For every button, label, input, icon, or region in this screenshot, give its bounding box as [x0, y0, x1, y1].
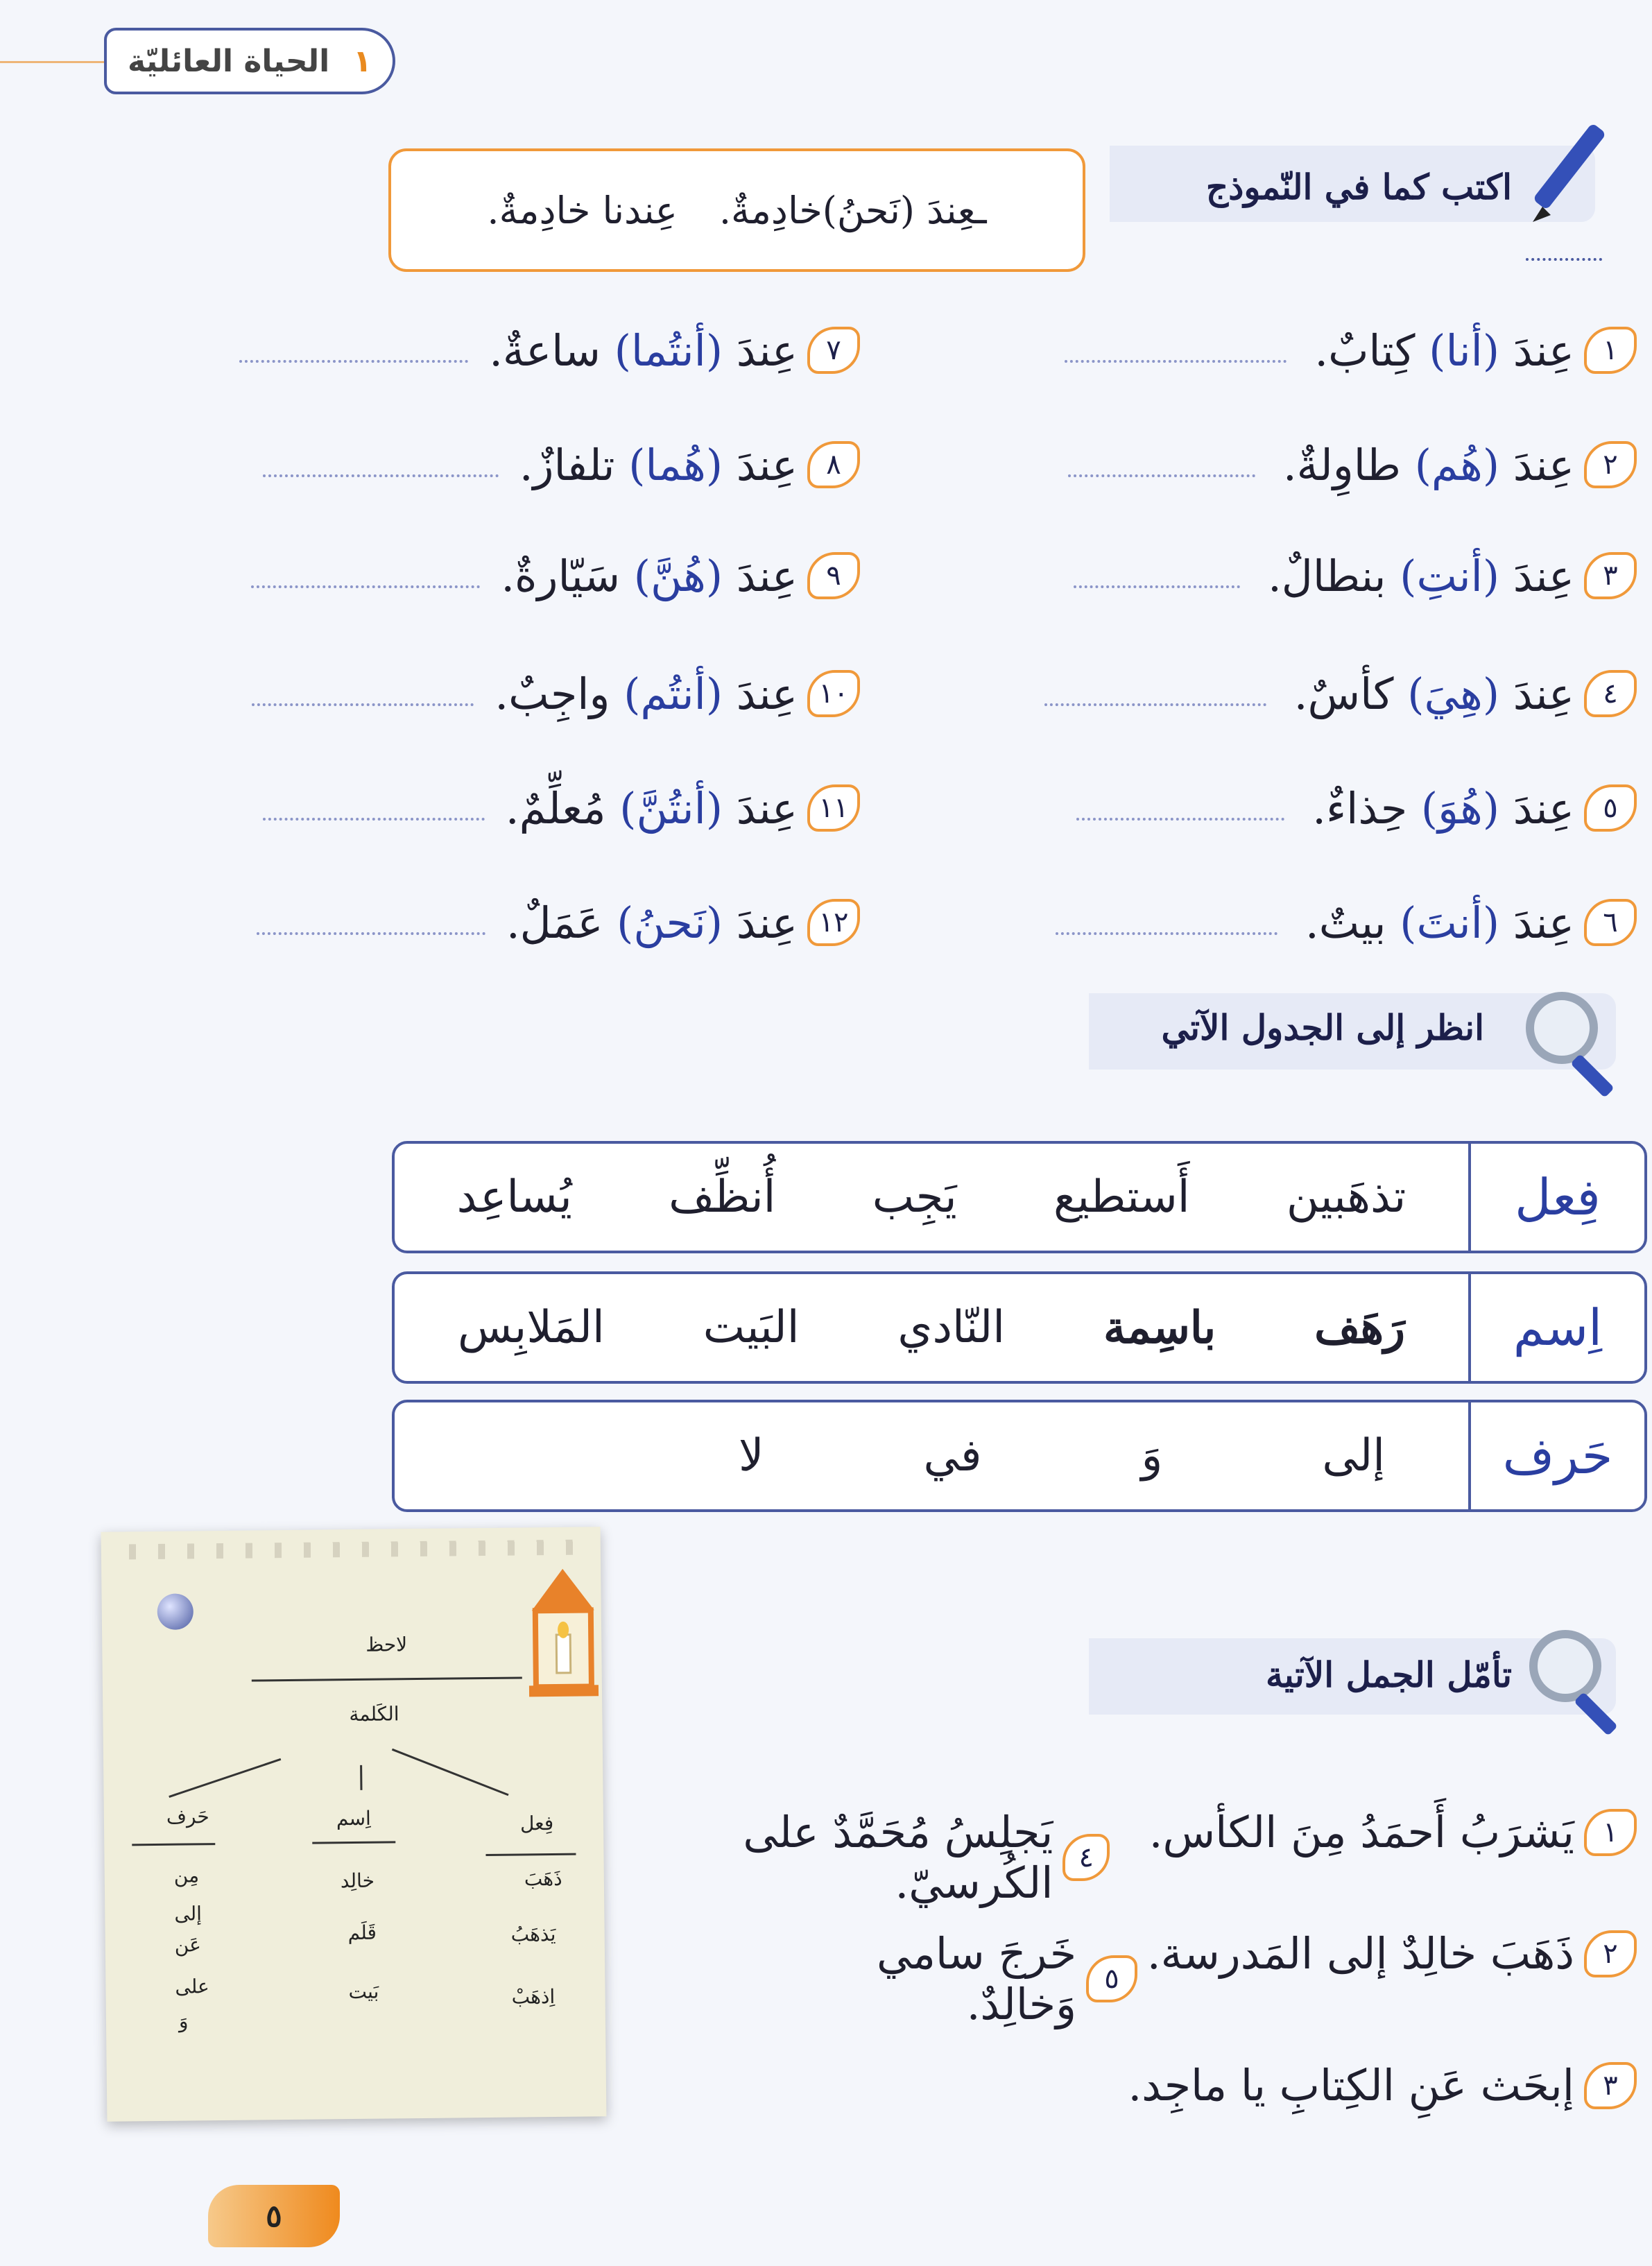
exercise-row — [867, 659, 1637, 728]
exercise-pronoun: (أنتُما) — [614, 325, 723, 376]
note-line — [252, 1676, 522, 1681]
section1-title: اكتب كما في النّموذج — [1205, 166, 1512, 207]
pen-icon — [1519, 118, 1616, 229]
exercise-number: ١٢ — [807, 899, 860, 946]
note-item: إلى — [174, 1902, 203, 1925]
note-card — [101, 1527, 607, 2121]
exercise-number: ٧ — [807, 327, 860, 374]
exercise-noun: كِتابٌ. — [1314, 325, 1416, 376]
answer-line[interactable] — [1068, 473, 1255, 477]
table-cell: أَستطيع — [1053, 1171, 1190, 1223]
exercise-noun: بيتٌ. — [1305, 897, 1386, 948]
exercise-pronoun: (أنتُم) — [623, 668, 723, 719]
exercise-row — [867, 316, 1637, 385]
answer-line[interactable] — [1076, 816, 1284, 821]
lesson-number: ١ — [353, 43, 372, 79]
exercise-pre: عِندَ — [1513, 668, 1574, 719]
exercise-pre: عِندَ — [736, 782, 798, 834]
lesson-tab — [104, 28, 395, 94]
exercise-noun: كأسٌ. — [1293, 668, 1394, 719]
exercise-pronoun: (أنتِ) — [1400, 550, 1500, 601]
note-item: يَذهَبُ — [510, 1922, 556, 1946]
exercise-pre: عِندَ — [1513, 782, 1574, 834]
exercise-pronoun: (أنتُنَّ) — [619, 782, 723, 834]
note-branch — [169, 1758, 281, 1798]
exercise-pre: عِندَ — [1513, 897, 1574, 948]
table-cell: وَ — [1141, 1430, 1163, 1482]
exercise-pronoun: (أنتَ) — [1400, 897, 1500, 948]
exercise-noun: طاوِلةٌ. — [1282, 439, 1401, 490]
answer-line[interactable] — [263, 473, 499, 477]
note-item: وَ — [178, 2009, 189, 2033]
section2-title: انظر إلى الجدول الآتي — [1161, 1007, 1484, 1048]
note-item: قَلَم — [347, 1921, 377, 1945]
exercise-pre: عِندَ — [736, 550, 798, 601]
note-root: الكَلمة — [349, 1702, 399, 1726]
table-cell: النّادي — [897, 1301, 1006, 1353]
exercise-pre: عِندَ — [1513, 550, 1574, 601]
exercise-row — [867, 430, 1637, 499]
magnifier-icon — [1519, 985, 1637, 1103]
exercise-pre: عِندَ — [736, 439, 798, 490]
exercise-number: ١٠ — [807, 670, 860, 717]
note-col-head: حَرف — [166, 1805, 209, 1828]
sentence-number: ١ — [1584, 1809, 1637, 1856]
note-branch — [360, 1765, 362, 1790]
answer-line[interactable] — [1056, 931, 1277, 935]
note-underline — [132, 1843, 215, 1846]
sentence-text: إبحَث عَنِ الكِتابِ يا ماجِد. — [1128, 2060, 1574, 2111]
exercise-row — [97, 541, 860, 610]
answer-line[interactable] — [252, 702, 474, 706]
exercise-row — [867, 541, 1637, 610]
exercise-row — [97, 659, 860, 728]
sentence-text: يَجلِسُ مُحَمَّدٌ على الكُرسيّ. — [743, 1807, 1053, 1908]
sentence-text: يَشرَبُ أَحمَدُ مِنَ الكأس. — [1148, 1807, 1574, 1857]
exercise-pre: عِندَ — [1513, 439, 1574, 490]
note-card-holes — [129, 1540, 580, 1560]
table-cell: إلى — [1322, 1430, 1385, 1482]
section3-title: تأمّل الجمل الآتية — [1265, 1654, 1512, 1695]
exercise-noun: بنطالٌ. — [1268, 550, 1386, 601]
exercise-noun: واجِبٌ. — [494, 668, 610, 719]
exercise-pronoun: (أنا) — [1429, 325, 1500, 376]
table-row-noun — [392, 1271, 1647, 1384]
table-cell: رَهَف — [1314, 1301, 1406, 1354]
sentence — [1075, 2060, 1637, 2111]
example-right: عِندنا خادِمةٌ. — [487, 188, 678, 232]
table-cell: تذهَبين — [1286, 1171, 1406, 1223]
exercise-number: ١١ — [807, 784, 860, 832]
exercise-noun: مُعلِّمٌ. — [505, 782, 606, 834]
example-left: ـعِندَ (نَحنُ)خادِمةٌ. — [719, 188, 987, 232]
answer-line[interactable] — [1065, 359, 1287, 363]
table-head-particle: حَرف — [1468, 1402, 1644, 1509]
note-item: على — [175, 1975, 209, 1998]
exercise-pre: عِندَ — [736, 897, 798, 948]
sentence-number: ٢ — [1584, 1930, 1637, 1977]
note-col-head: فِعل — [519, 1811, 554, 1835]
table-cell: البَيت — [703, 1301, 800, 1353]
pin-icon — [157, 1593, 194, 1630]
table-cell: لا — [739, 1430, 764, 1482]
note-item: خالِد — [340, 1869, 375, 1893]
sentence — [763, 1928, 1137, 2029]
exercise-row — [97, 316, 860, 385]
exercise-row — [97, 773, 860, 843]
sentence — [631, 1807, 1110, 1908]
exercise-noun: سَيّارةٌ. — [501, 550, 621, 601]
answer-line[interactable] — [263, 816, 485, 821]
exercise-pronoun: (هُوَ) — [1420, 782, 1500, 834]
note-underline — [312, 1841, 395, 1844]
exercise-number: ٩ — [807, 552, 860, 599]
exercise-noun: ساعةٌ. — [489, 325, 601, 376]
magnifier-icon — [1522, 1623, 1640, 1741]
exercise-row — [97, 430, 860, 499]
exercise-pronoun: (نَحنُ) — [617, 897, 723, 948]
table-cell: باسِمة — [1103, 1301, 1216, 1354]
exercise-noun: حِذاءٌ. — [1312, 782, 1408, 834]
exercise-number: ٤ — [1584, 670, 1637, 717]
exercise-noun: تلفازٌ. — [519, 439, 615, 490]
sentence-text: ذَهَبَ خالِدٌ إلى المَدرسة. — [1146, 1928, 1574, 1979]
exercise-row — [97, 888, 860, 957]
lantern-icon — [517, 1568, 609, 1701]
table-cell: المَلابِس — [457, 1301, 605, 1353]
exercise-pre: عِندَ — [736, 325, 798, 376]
table-head-verb: فِعل — [1468, 1144, 1644, 1251]
answer-line[interactable] — [239, 359, 468, 363]
answer-line[interactable] — [257, 931, 485, 935]
note-item: مِن — [173, 1864, 200, 1887]
exercise-number: ٦ — [1584, 899, 1637, 946]
sentence-text: خَرجَ سامي وَخالِدٌ. — [877, 1928, 1077, 2029]
note-item: عَن — [174, 1933, 202, 1957]
exercise-number: ٢ — [1584, 441, 1637, 488]
table-row-particle — [392, 1400, 1647, 1512]
table-cell: يُساعِد — [456, 1171, 572, 1223]
exercise-pronoun: (هُما) — [628, 439, 723, 490]
exercise-row — [867, 773, 1637, 843]
page-number: ٥ — [208, 2185, 340, 2247]
note-underline — [485, 1853, 576, 1856]
sentence — [1096, 1807, 1637, 1857]
exercise-noun: عَمَلٌ. — [506, 897, 603, 948]
exercise-pronoun: (هِيَ) — [1407, 668, 1500, 719]
exercise-pronoun: (هُم) — [1414, 439, 1500, 490]
sentence — [1130, 1928, 1637, 1979]
lesson-title: الحياة العائليّة — [128, 43, 330, 79]
table-cell: أُنظِّف — [669, 1171, 776, 1223]
note-item: بَيت — [348, 1980, 379, 2004]
table-cell: يَجِب — [872, 1171, 957, 1223]
note-item: ذَهَبَ — [524, 1866, 562, 1891]
note-item: اِذهَبْ — [511, 1984, 556, 2009]
example-box — [388, 148, 1085, 272]
exercise-number: ١ — [1584, 327, 1637, 374]
pen-dots — [1526, 258, 1602, 261]
exercise-number: ٨ — [807, 441, 860, 488]
note-title: لاحظ — [365, 1633, 408, 1656]
answer-line[interactable] — [1044, 702, 1266, 706]
exercise-number: ٣ — [1584, 552, 1637, 599]
exercise-pre: عِندَ — [736, 668, 798, 719]
table-head-noun: اِسم — [1468, 1274, 1644, 1381]
note-branch — [392, 1749, 509, 1796]
sentence-number: ٤ — [1062, 1834, 1110, 1881]
exercise-number: ٥ — [1584, 784, 1637, 832]
exercise-row — [867, 888, 1637, 957]
table-row-verb — [392, 1141, 1647, 1253]
table-cell: في — [923, 1430, 982, 1482]
answer-line[interactable] — [251, 584, 480, 588]
answer-line[interactable] — [1074, 584, 1240, 588]
sentence-number: ٣ — [1584, 2062, 1637, 2109]
exercise-pre: عِندَ — [1513, 325, 1574, 376]
sentence-number: ٥ — [1086, 1955, 1137, 2002]
note-col-head: اِسم — [336, 1806, 371, 1830]
exercise-pronoun: (هُنَّ) — [633, 550, 723, 601]
